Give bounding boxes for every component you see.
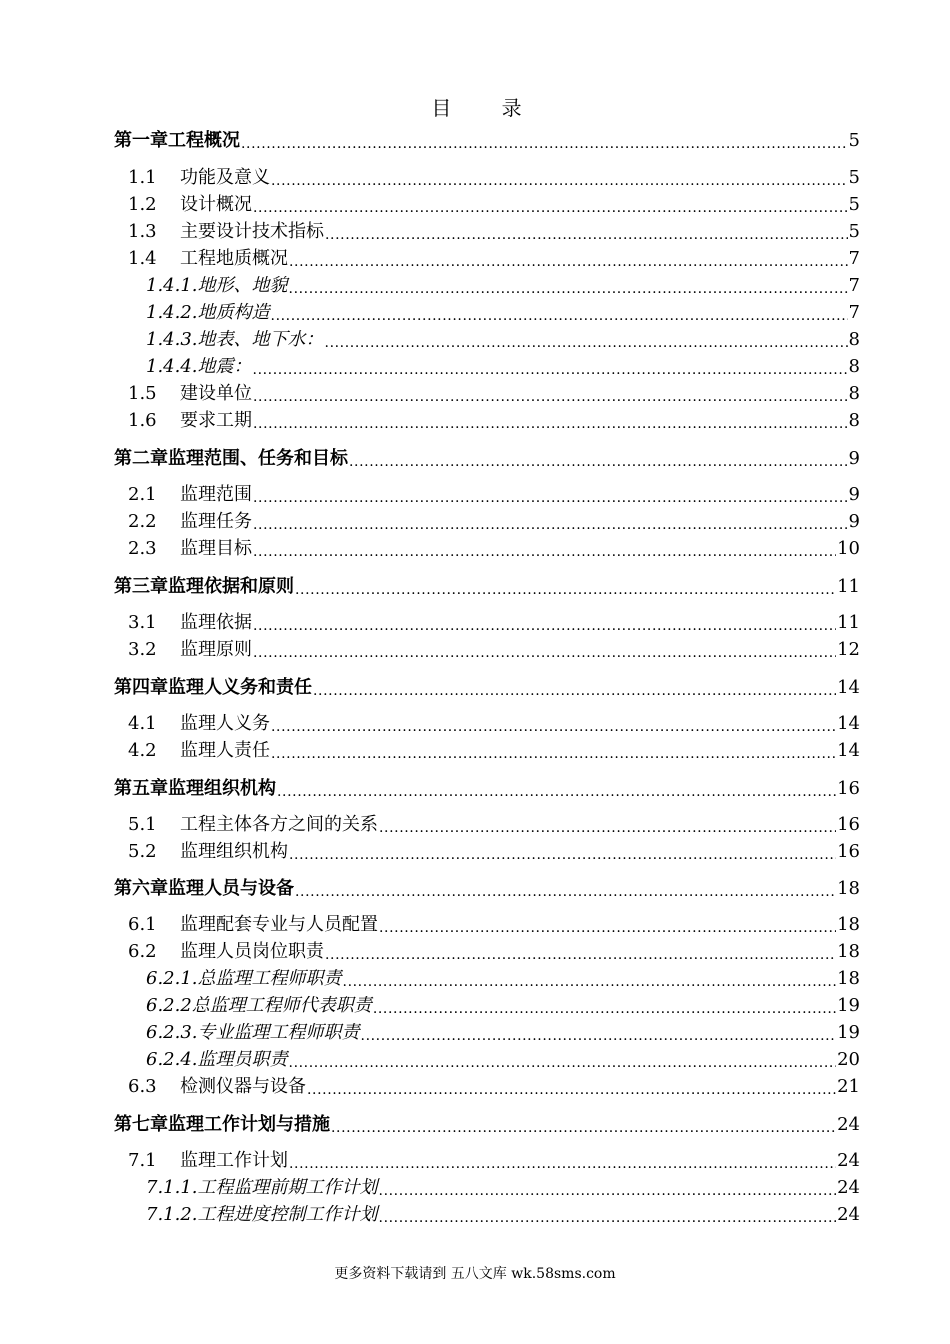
entry-page-number: 12 [837, 639, 860, 660]
entry-title: 7.1.1.工程监理前期工作计划 [146, 1177, 378, 1198]
dot-leader [253, 408, 848, 434]
entry-label [114, 839, 288, 865]
entry-page-number: 11 [837, 612, 860, 633]
toc-subsection-entry[interactable] [114, 354, 860, 380]
entry-page-number: 14 [837, 713, 860, 734]
entry-label [114, 738, 270, 764]
toc-section-entry[interactable] [114, 738, 860, 764]
dot-leader [373, 993, 836, 1019]
entry-title: 工程主体各方之间的关系 [180, 814, 378, 835]
entry-number: 2.3 [128, 538, 157, 559]
entry-title: 监理目标 [180, 538, 252, 559]
entry-page-number: 7 [848, 275, 860, 296]
entry-page-number: 8 [848, 383, 860, 404]
entry-title: 要求工期 [180, 410, 252, 431]
entry-number: 4.1 [128, 713, 157, 734]
entry-number: 6.1 [128, 914, 157, 935]
toc-section-entry[interactable] [114, 912, 860, 938]
entry-label [114, 354, 252, 380]
entry-page-number: 9 [848, 448, 860, 469]
entry-page-number: 14 [837, 677, 860, 698]
entry-page-number: 16 [837, 814, 860, 835]
entry-label [114, 300, 270, 326]
entry-page-number: 7 [848, 302, 860, 323]
entry-number: 2.1 [128, 484, 157, 505]
dot-leader [253, 354, 848, 380]
entry-number: 1.4 [128, 248, 157, 269]
entry-label [114, 128, 240, 154]
toc-section-entry[interactable] [114, 381, 860, 407]
entry-title: 监理原则 [180, 639, 252, 660]
toc-chapter-entry[interactable] [114, 574, 860, 600]
entry-label [114, 637, 252, 663]
entry-label [114, 966, 342, 992]
entry-label [114, 574, 294, 600]
entry-title: 第六章监理人员与设备 [114, 878, 294, 899]
dot-leader [361, 1020, 837, 1046]
entry-title: 第四章监理人义务和责任 [114, 677, 312, 698]
toc-subsection-entry[interactable] [114, 300, 860, 326]
entry-page-number: 9 [848, 511, 860, 532]
toc-section-entry[interactable] [114, 536, 860, 562]
entry-page-number: 16 [837, 778, 860, 799]
entry-page-number: 8 [848, 410, 860, 431]
entry-number: 6.2 [128, 941, 157, 962]
toc-section-entry[interactable] [114, 165, 860, 191]
entry-title: 6.2.4.监理员职责 [146, 1049, 288, 1070]
entry-label [114, 1074, 306, 1100]
entry-title: 1.4.3.地表、地下水： [146, 329, 324, 350]
dot-leader [289, 273, 848, 299]
entry-title: 监理人义务 [180, 713, 270, 734]
entry-page-number: 16 [837, 841, 860, 862]
entry-title: 监理配套专业与人员配置 [180, 914, 378, 935]
entry-number: 2.2 [128, 511, 157, 532]
dot-leader [379, 812, 836, 838]
toc-subsection-entry[interactable] [114, 1020, 860, 1046]
entry-title: 1.4.1.地形、地貌 [146, 275, 288, 296]
dot-leader [325, 327, 848, 353]
entry-page-number: 24 [837, 1150, 860, 1171]
entry-page-number: 5 [848, 221, 860, 242]
entry-page-number: 7 [848, 248, 860, 269]
dot-leader [343, 966, 837, 992]
entry-label [114, 482, 252, 508]
entry-title: 主要设计技术指标 [180, 221, 324, 242]
toc-section-entry[interactable] [114, 219, 860, 245]
entry-page-number: 5 [848, 167, 860, 188]
entry-title: 第二章监理范围、任务和目标 [114, 448, 348, 469]
entry-label [114, 812, 378, 838]
entry-number: 5.1 [128, 814, 157, 835]
toc-chapter-entry[interactable] [114, 675, 860, 701]
toc-chapter-entry[interactable] [114, 776, 860, 802]
dot-leader [289, 246, 848, 272]
entry-page-number: 8 [848, 329, 860, 350]
entry-title: 第五章监理组织机构 [114, 778, 276, 799]
entry-page-number: 19 [837, 995, 860, 1016]
entry-title: 第七章监理工作计划与措施 [114, 1114, 330, 1135]
entry-label [114, 509, 252, 535]
entry-number: 1.3 [128, 221, 157, 242]
entry-page-number: 24 [837, 1204, 860, 1225]
dot-leader [271, 165, 848, 191]
toc-chapter-entry[interactable] [114, 446, 860, 472]
dot-leader [253, 482, 848, 508]
entry-title: 监理组织机构 [180, 841, 288, 862]
entry-label [114, 876, 294, 902]
dot-leader [253, 509, 848, 535]
entry-title: 工程地质概况 [180, 248, 288, 269]
toc-subsection-entry[interactable] [114, 966, 860, 992]
toc-subsection-entry[interactable] [114, 1202, 860, 1228]
entry-title: 监理人员岗位职责 [180, 941, 324, 962]
footer-text: 更多资料下载请到 五八文库 wk.58sms.com [334, 1266, 616, 1282]
entry-page-number: 24 [837, 1114, 860, 1135]
dot-leader [379, 912, 836, 938]
dot-leader [295, 574, 836, 600]
entry-title: 监理工作计划 [180, 1150, 288, 1171]
dot-leader [289, 839, 836, 865]
toc-section-entry[interactable] [114, 509, 860, 535]
toc-section-entry[interactable] [114, 610, 860, 636]
entry-label [114, 1112, 330, 1138]
dot-leader [349, 446, 848, 472]
dot-leader [241, 128, 848, 154]
entry-label [114, 1175, 378, 1201]
toc-section-entry[interactable] [114, 711, 860, 737]
dot-leader [289, 1047, 837, 1073]
dot-leader [271, 711, 836, 737]
entry-title: 监理人责任 [180, 740, 270, 761]
entry-page-number: 9 [848, 484, 860, 505]
entry-page-number: 11 [837, 576, 860, 597]
entry-label [114, 381, 252, 407]
toc-section-entry[interactable] [114, 839, 860, 865]
entry-label [114, 1047, 288, 1073]
entry-title: 设计概况 [180, 194, 252, 215]
entry-number: 6.3 [128, 1076, 157, 1097]
entry-page-number: 20 [837, 1049, 860, 1070]
entry-page-number: 18 [837, 968, 860, 989]
entry-page-number: 5 [848, 130, 860, 151]
entry-title: 检测仪器与设备 [180, 1076, 306, 1097]
entry-label [114, 327, 324, 353]
dot-leader [313, 675, 836, 701]
entry-page-number: 14 [837, 740, 860, 761]
entry-label [114, 610, 252, 636]
entry-label [114, 192, 252, 218]
entry-title: 6.2.1.总监理工程师职责 [146, 968, 342, 989]
toc-chapter-entry[interactable] [114, 1112, 860, 1138]
entry-label [114, 536, 252, 562]
dot-leader [253, 637, 836, 663]
dot-leader [295, 876, 836, 902]
entry-title: 建设单位 [180, 383, 252, 404]
entry-number: 5.2 [128, 841, 157, 862]
toc-chapter-entry[interactable] [114, 128, 860, 154]
entry-label [114, 711, 270, 737]
toc-section-entry[interactable] [114, 1074, 860, 1100]
entry-label [114, 408, 252, 434]
entry-number: 1.6 [128, 410, 157, 431]
entry-title: 第一章工程概况 [114, 130, 240, 151]
toc-section-entry[interactable] [114, 939, 860, 965]
toc-section-entry[interactable] [114, 1148, 860, 1174]
entry-title: 6.2.2总监理工程师代表职责 [146, 995, 372, 1016]
entry-label [114, 219, 324, 245]
entry-label [114, 165, 270, 191]
toc-title: 目 录 [431, 96, 544, 120]
entry-label [114, 675, 312, 701]
dot-leader [253, 536, 836, 562]
toc-subsection-entry[interactable] [114, 1047, 860, 1073]
entry-page-number: 10 [837, 538, 860, 559]
dot-leader [289, 1148, 836, 1174]
entry-title: 监理依据 [180, 612, 252, 633]
entry-number: 1.5 [128, 383, 157, 404]
dot-leader [331, 1112, 836, 1138]
dot-leader [277, 776, 836, 802]
toc-subsection-entry[interactable] [114, 327, 860, 353]
entry-number: 1.1 [128, 167, 157, 188]
dot-leader [379, 1202, 837, 1228]
entry-number: 3.2 [128, 639, 157, 660]
entry-page-number: 8 [848, 356, 860, 377]
entry-title: 7.1.2.工程进度控制工作计划 [146, 1204, 378, 1225]
dot-leader [271, 738, 836, 764]
entry-label [114, 273, 288, 299]
entry-title: 6.2.3.专业监理工程师职责 [146, 1022, 360, 1043]
toc-subsection-entry[interactable] [114, 993, 860, 1019]
dot-leader [253, 381, 848, 407]
entry-label [114, 993, 372, 1019]
entry-label [114, 1202, 378, 1228]
entry-title: 监理范围 [180, 484, 252, 505]
entry-title: 1.4.4.地震： [146, 356, 252, 377]
dot-leader [379, 1175, 837, 1201]
dot-leader [253, 192, 848, 218]
entry-page-number: 5 [848, 194, 860, 215]
entry-label [114, 912, 378, 938]
toc-section-entry[interactable] [114, 408, 860, 434]
entry-page-number: 18 [837, 914, 860, 935]
dot-leader [307, 1074, 836, 1100]
entry-label [114, 1148, 288, 1174]
entry-label [114, 446, 348, 472]
toc-section-entry[interactable] [114, 246, 860, 272]
entry-title: 1.4.2.地质构造 [146, 302, 270, 323]
dot-leader [325, 939, 836, 965]
toc-section-entry[interactable] [114, 192, 860, 218]
entry-label [114, 246, 288, 272]
entry-title: 功能及意义 [180, 167, 270, 188]
entry-title: 监理任务 [180, 511, 252, 532]
dot-leader [253, 610, 836, 636]
entry-page-number: 18 [837, 878, 860, 899]
toc-section-entry[interactable] [114, 812, 860, 838]
entry-label [114, 1020, 360, 1046]
entry-page-number: 19 [837, 1022, 860, 1043]
toc-section-entry[interactable] [114, 482, 860, 508]
entry-number: 7.1 [128, 1150, 157, 1171]
dot-leader [271, 300, 848, 326]
entry-page-number: 18 [837, 941, 860, 962]
entry-page-number: 24 [837, 1177, 860, 1198]
entry-page-number: 21 [837, 1076, 860, 1097]
entry-number: 4.2 [128, 740, 157, 761]
toc-chapter-entry[interactable] [114, 876, 860, 902]
entry-number: 3.1 [128, 612, 157, 633]
toc-subsection-entry[interactable] [114, 1175, 860, 1201]
entry-label [114, 776, 276, 802]
dot-leader [325, 219, 848, 245]
toc-subsection-entry[interactable] [114, 273, 860, 299]
toc-section-entry[interactable] [114, 637, 860, 663]
entry-title: 第三章监理依据和原则 [114, 576, 294, 597]
entry-label [114, 939, 324, 965]
entry-number: 1.2 [128, 194, 157, 215]
